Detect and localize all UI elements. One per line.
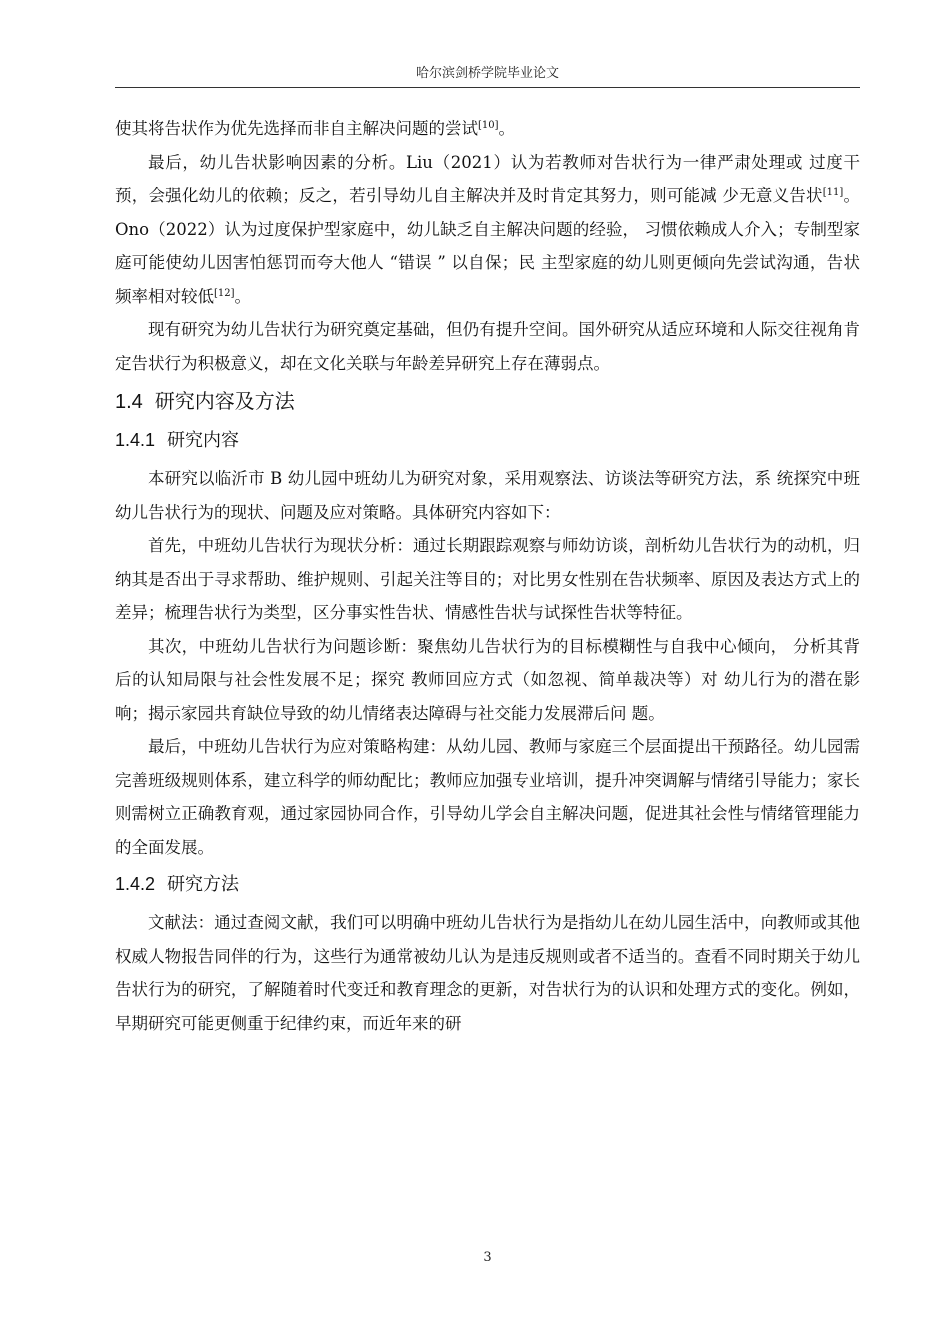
paragraph-influence-factors	[115, 146, 860, 314]
paragraph-text: 最后，幼儿告状影响因素的分析。Liu（2021）认为若教师对告状行为一律严肃处理或 过度干预，会强化幼儿的依赖；反之，若引导幼儿自主解决并及时肯定其努力，则可能减 少无意义告状	[115, 152, 860, 205]
page-body	[115, 112, 860, 1040]
running-header: 哈尔滨剑桥学院毕业论文	[415, 66, 559, 81]
paragraph-continued	[115, 112, 860, 146]
section-heading-1-4-1	[115, 426, 860, 454]
heading-number: 1.4	[115, 391, 143, 413]
citation-12: [12]	[214, 287, 235, 299]
heading-title: 研究方法	[167, 874, 240, 894]
paragraph-text: 使其将告状作为优先选择而非自主解决问题的尝试	[115, 119, 478, 138]
paragraph-problem-diagnosis: 其次，中班幼儿告状行为问题诊断：聚焦幼儿告状行为的目标模糊性与自我中心倾向， 分析其背后的认知局限与社会性发展不足；探究 教师回应方式（如忽视、简单裁决等）对 幼儿行为的潜在影响；揭示家园共育缺位导致的幼儿情绪表达障碍与社交能力发展滞后问 题。	[115, 636, 860, 723]
paragraph-tail: 。	[234, 286, 252, 306]
page-number: 3	[483, 1250, 492, 1265]
section-heading-1-4	[115, 387, 860, 417]
header-rule	[115, 87, 860, 88]
paragraph-summary: 现有研究为幼儿告状行为研究奠定基础，但仍有提升空间。国外研究从适应环境和人际交往视角肯定告状行为积极意义，却在文化关联与年龄差异研究上存在薄弱点。	[115, 320, 860, 373]
heading-number: 1.4.2	[115, 874, 156, 894]
citation-10: [10]	[478, 120, 499, 131]
paragraph-text-2: 。Ono（2022）认为过度保护型家庭中，幼儿缺乏自主解决问题的经验， 习惯依赖成人介入；专制型家庭可能使幼儿因害怕惩罚而夸大他人 “错误 ” 以自保；民 主型家庭的幼儿则更倾向先尝试沟通，告状频率相对较低	[115, 186, 861, 306]
paragraph-strategy: 最后，中班幼儿告状行为应对策略构建：从幼儿园、教师与家庭三个层面提出干预路径。幼儿园需完善班级规则体系，建立科学的师幼配比；教师应加强专业培训，提升冲突调解与情绪引导能力；家长则需树立正确教育观，通过家园协同合作，引导幼儿学会自主解决问题，促进其社会性与情绪管理能力的全面发展。	[115, 737, 860, 857]
paragraph-status-analysis: 首先，中班幼儿告状行为现状分析：通过长期跟踪观察与师幼访谈，剖析幼儿告状行为的动机，归纳其是否出于寻求帮助、维护规则、引起关注等目的；对比男女性别在告状频率、原因及表达方式上的差异；梳理告状行为类型，区分事实性告状、情感性告状与试探性告状等特征。	[115, 536, 860, 622]
heading-number: 1.4.1	[115, 430, 156, 450]
section-heading-1-4-2	[115, 870, 860, 898]
paragraph-research-object: 本研究以临沂市 B 幼儿园中班幼儿为研究对象，采用观察法、访谈法等研究方法，系 统探究中班幼儿告状行为的现状、问题及应对策略。具体研究内容如下：	[115, 469, 860, 522]
heading-title: 研究内容及方法	[154, 391, 295, 413]
paragraph-tail: 。	[498, 119, 516, 138]
paragraph-literature-method: 文献法：通过查阅文献，我们可以明确中班幼儿告状行为是指幼儿在幼儿园生活中，向教师或其他权威人物报告同伴的行为，这些行为通常被幼儿认为是违反规则或者不适当的。查看不同时期关于幼儿告状行为的研究，了解随着时代变迁和教育理念的更新，对告状行为的认识和处理方式的变化。例如，早期研究可能更侧重于纪律约束，而近年来的研	[115, 913, 860, 1033]
citation-11: [11]	[822, 187, 844, 198]
heading-title: 研究内容	[167, 430, 240, 450]
